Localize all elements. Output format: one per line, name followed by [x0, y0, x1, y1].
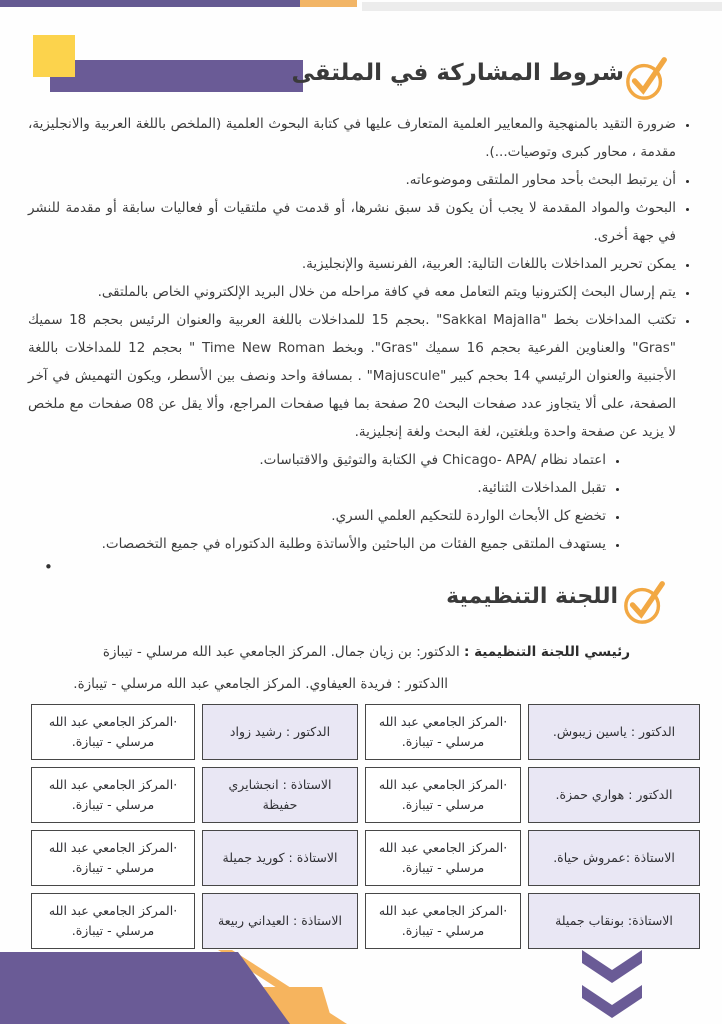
rule-subitem: • تخضع كل الأبحاث الواردة للتحكيم العلمي السري.: [28, 502, 606, 530]
chairs-line1-text: الدكتور: بن زيان جمال. المركز الجامعي عبد الله مرسلي - تيبازة: [102, 644, 464, 660]
section-title-committee: اللجنة التنظيمية: [446, 584, 618, 609]
page-title: شروط المشاركة في الملتقى: [291, 60, 624, 86]
committee-member-name-cell: الاستاذة: بونقاب جميلة: [528, 893, 700, 949]
committee-member-name-cell: الدكتور : هواري حمزة.: [528, 767, 700, 823]
committee-affiliation-cell: ·المركز الجامعي عبد الله مرسلي - تيبازة.: [31, 830, 195, 886]
committee-member-name-cell: الاستاذة : كوريد جميلة: [202, 830, 358, 886]
committee-affiliation-cell: ·المركز الجامعي عبد الله مرسلي - تيبازة.: [31, 704, 195, 760]
rules-section: [28, 110, 696, 558]
chairs-label: رئيسي اللجنة التنظيمية :: [463, 644, 630, 660]
rule-item: • ضرورة التقيد بالمنهجية والمعايير العلمية المتعارف عليها في كتابة البحوث العلمية (الملخص باللغة العربية والانجليزية، مقدمة ، محاور كبرى وتوصيات...).: [28, 110, 676, 166]
committee-chairs: [0, 636, 722, 700]
rule-subitem: • يستهدف الملتقى جميع الفئات من الباحثين والأساتذة وطلبة الدكتوراه في جميع التخصصات.: [28, 530, 606, 558]
committee-member-name-cell: الدكتور : رشيد زواد: [202, 704, 358, 760]
committee-affiliation-cell: ·المركز الجامعي عبد الله مرسلي - تيبازة.: [365, 704, 521, 760]
committee-table: [22, 704, 700, 949]
rule-item: • يتم إرسال البحث إلكترونيا ويتم التعامل معه في كافة مراحله من خلال البريد الإلكتروني الخاص بالملتقى.: [28, 278, 676, 306]
check-circle-icon: [622, 578, 668, 626]
rule-item: • أن يرتبط البحث بأحد محاور الملتقى وموضوعاته.: [28, 166, 676, 194]
rule-item: • البحوث والمواد المقدمة لا يجب أن يكون قد سبق نشرها، أو قدمت في ملتقيات أو فعاليات سابقة أو مقدمة للنشر في جهة أخرى.: [28, 194, 676, 250]
yellow-square-decoration: [33, 35, 75, 77]
rule-subitem: • تقبل المداخلات الثنائية.: [28, 474, 606, 502]
chairs-line-2: االدكتور : فريدة العيفاوي. المركز الجامعي عبد الله مرسلي - تيبازة.: [73, 676, 448, 692]
committee-affiliation-cell: ·المركز الجامعي عبد الله مرسلي - تيبازة.: [31, 767, 195, 823]
committee-affiliation-cell: ·المركز الجامعي عبد الله مرسلي - تيبازة.: [365, 767, 521, 823]
committee-affiliation-cell: ·المركز الجامعي عبد الله مرسلي - تيبازة.: [31, 893, 195, 949]
rules-list-level2: [28, 446, 624, 558]
committee-member-name-cell: الاستاذة : العيداني ربيعة: [202, 893, 358, 949]
section1-header: [0, 0, 722, 112]
chairs-line-1: [0, 636, 722, 668]
rules-list-level1: [28, 110, 696, 446]
stray-bullet: •: [44, 558, 53, 576]
committee-affiliation-cell: ·المركز الجامعي عبد الله مرسلي - تيبازة.: [365, 830, 521, 886]
committee-affiliation-cell: ·المركز الجامعي عبد الله مرسلي - تيبازة.: [365, 893, 521, 949]
rule-item: • يمكن تحرير المداخلات باللغات التالية: العربية، الفرنسية والإنجليزية.: [28, 250, 676, 278]
rule-item: • تكتب المداخلات بخط "Sakkal Majalla" .بحجم 15 للمداخلات باللغة العربية والعنوان الرئيس بحجم 18 سميك "Gras" والعناوين الفرعية بحجم 16 سميك "Gras". وبخط Time New Roman " بحجم 12 للمداخلات باللغة الأجنبية والعنوان الرئيسي 14 بحجم كبير "Majuscule" . بمسافة واحد ونصف بين الأسطر، ويكون التهميش في آخر الصفحة، على ألا يتجاوز عدد صفحات البحث 20 صفحة بما فيها صفحات المراجع، وألا يقل عن 08 صفحات مع ملخص لا يزيد عن صفحة واحدة وبلغتين، لغة البحث ولغة إنجليزية.: [28, 306, 676, 446]
rule-subitem: • اعتماد نظام /Chicago- APA في الكتابة والتوثيق والاقتباسات.: [28, 446, 606, 474]
double-chevron-down-icon: [578, 948, 646, 1020]
committee-member-name-cell: الاستاذة :عمروش حياة.: [528, 830, 700, 886]
check-circle-icon: [624, 54, 670, 102]
committee-member-name-cell: الدكتور : ياسين زيبوش.: [528, 704, 700, 760]
title-band-decoration: [50, 60, 303, 92]
committee-member-name-cell: الاستاذة : انجشايري حفيظة: [202, 767, 358, 823]
